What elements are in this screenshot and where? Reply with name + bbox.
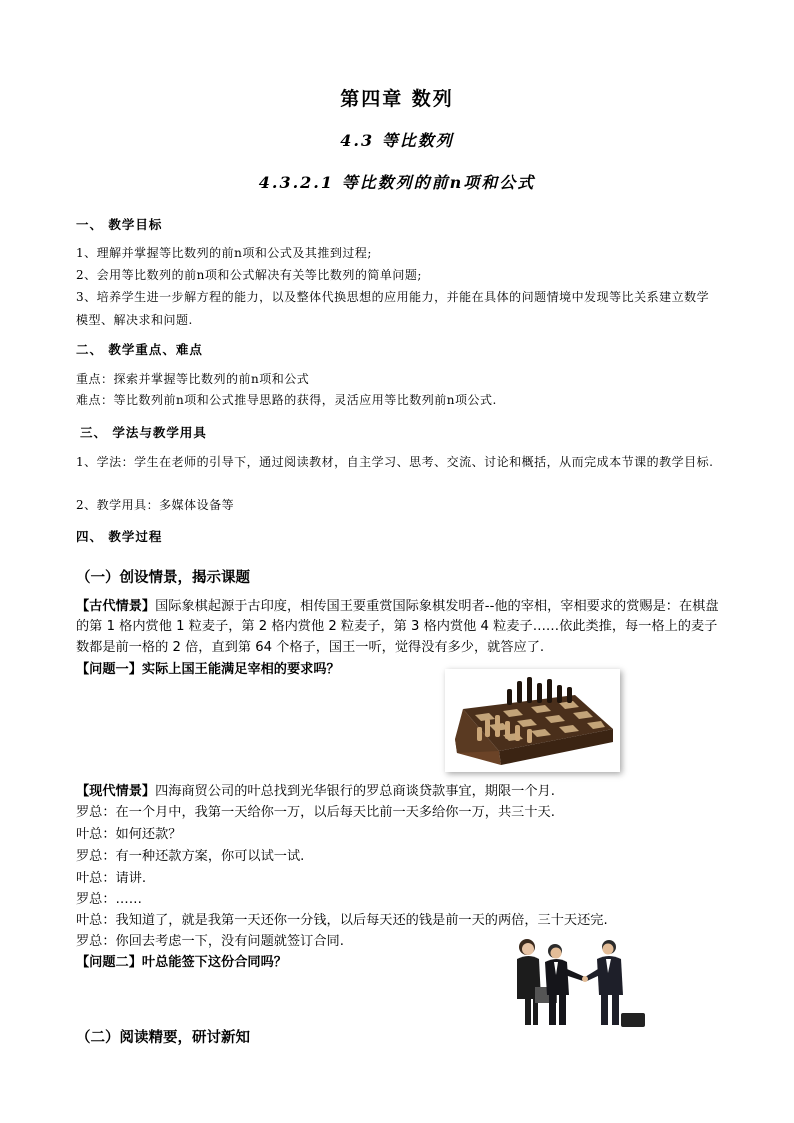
dialogue-line-2: 叶总：如何还款？ — [76, 827, 182, 842]
dialogue-line-7: 罗总：你回去考虑一下，没有问题就签订合同. — [76, 934, 344, 949]
handshake-illustration — [505, 929, 655, 1029]
chessboard-illustration — [445, 669, 620, 772]
step1-heading: （一）创设情景，揭示课题 — [76, 570, 250, 586]
ancient-scenario-tag: 【古代情景】 — [76, 599, 156, 614]
subsection-title: 4.3.2.1 等比数列的前n项和公式 — [258, 173, 536, 192]
dialogue-line-6: 叶总：我知道了，就是我第一天还你一分钱，以后每天还的钱是前一天的两倍，三十天还完. — [76, 913, 608, 928]
difficult-point: 难点：等比数列前n项和公式推导思路的获得，灵活应用等比数列前n项公式. — [76, 393, 497, 407]
chapter-title: 第四章 数列 — [340, 88, 454, 110]
dialogue-line-1: 罗总：在一个月中，我第一天给你一万，以后每天比前一天多给你一万，共三十天. — [76, 805, 555, 820]
key-point: 重点：探索并掌握等比数列的前n项和公式 — [76, 372, 310, 386]
dialogue-line-4: 叶总：请讲. — [76, 871, 147, 886]
heading-teaching-goals: 一、 教学目标 — [76, 217, 163, 232]
section-title: 4.3 等比数列 — [340, 131, 454, 150]
step2-heading: （二）阅读精要，研讨新知 — [76, 1030, 250, 1046]
method-item-1: 1、学法：学生在老师的引导下，通过阅读教材，自主学习、思考、交流、讨论和概括，从而完成本节课的教学目标. — [76, 455, 714, 469]
goal-item-3: 3、培养学生进一步解方程的能力，以及整体代换思想的应用能力，并能在具体的问题情境中发现等比关系建立数学模型、解决求和问题. — [76, 290, 710, 327]
handshake-image — [505, 929, 655, 1029]
modern-scenario-text: 四海商贸公司的叶总找到光华银行的罗总商谈贷款事宜，期限一个月. — [155, 784, 555, 799]
ancient-scenario-text: 国际象棋起源于古印度，相传国王要重赏国际象棋发明者--他的宰相，宰相要求的赏赐是：在棋盘的第 1 格内赏他 1 粒麦子，第 2 格内赏他 2 粒麦子，第 3 格内赏他 4 粒麦子……依此类推，每一格上的麦子数都是前一格的 2 倍，直到第 64 个格子，国王一听，觉得没有多少，就答应了. — [76, 599, 719, 655]
goal-item-2: 2、会用等比数列的前n项和公式解决有关等比数列的简单问题; — [76, 268, 422, 282]
method-item-2: 2、教学用具：多媒体设备等 — [76, 498, 235, 512]
goal-item-1: 1、理解并掌握等比数列的前n项和公式及其推到过程; — [76, 246, 372, 260]
question-one: 【问题一】实际上国王能满足宰相的要求吗？ — [76, 662, 340, 677]
heading-methods-tools: 三、 学法与教学用具 — [80, 425, 207, 440]
ancient-scenario — [76, 597, 726, 658]
heading-key-points: 二、 教学重点、难点 — [76, 342, 203, 357]
question-two: 【问题二】叶总能签下这份合同吗？ — [76, 955, 287, 970]
chessboard-image — [445, 669, 620, 772]
dialogue-line-3: 罗总：有一种还款方案，你可以试一试. — [76, 849, 305, 864]
modern-scenario-tag: 【现代情景】 — [76, 784, 156, 799]
modern-scenario — [76, 782, 726, 802]
dialogue-line-5: 罗总：…… — [76, 892, 142, 907]
heading-teaching-process: 四、 教学过程 — [76, 529, 163, 544]
